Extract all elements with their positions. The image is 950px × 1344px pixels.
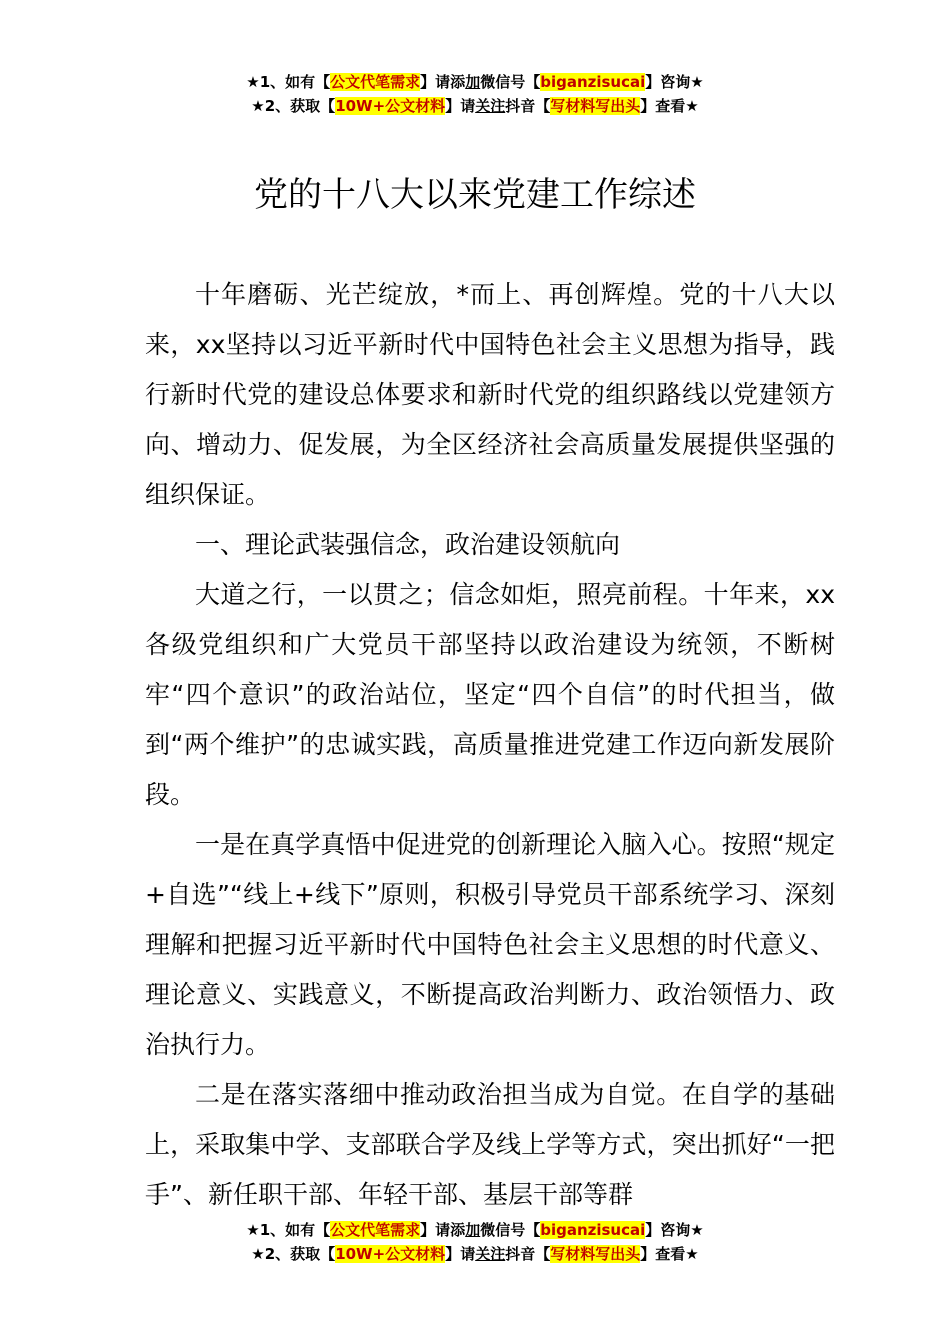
banner-text: 抖音【: [505, 1245, 551, 1263]
banner-highlight: 公文代笔需求: [330, 73, 421, 91]
banner-line-2: [0, 1242, 950, 1266]
banner-text: 】请: [445, 97, 476, 115]
paragraph: 十年磨砺、光芒绽放，*而上、再创辉煌。党的十八大以来，xx坚持以习近平新时代中国特色社会主义思想为指导，践行新时代党的建设总体要求和新时代党的组织路线以党建领方向、增动力、促发展，为全区经济社会高质量发展提供坚强的组织保证。: [145, 280, 835, 509]
banner-text: ★1、如有【: [246, 73, 331, 91]
banner-text: 抖音【: [505, 97, 551, 115]
banner-line-1: [0, 1218, 950, 1242]
banner-line-2: [0, 94, 950, 118]
banner-underline: 加: [465, 73, 481, 91]
banner-text: 】请添: [420, 73, 466, 91]
banner-text: 】请: [445, 1245, 476, 1263]
banner-highlight: 写材料写出头: [550, 1245, 641, 1263]
banner-text: ★2、获取【: [251, 97, 336, 115]
banner-text: ★2、获取【: [251, 1245, 336, 1263]
banner-text: 】咨询★: [645, 1221, 704, 1239]
banner-underline: 加: [465, 1221, 481, 1239]
banner-text: 】请添: [420, 1221, 466, 1239]
banner-underline: 关注: [475, 1245, 506, 1263]
paragraph: 二是在落实落细中推动政治担当成为自觉。在自学的基础上，采取集中学、支部联合学及线上学等方式，突出抓好“一把手”、新任职干部、年轻干部、基层干部等群: [145, 1080, 835, 1209]
banner-highlight: biganzisucai: [540, 73, 646, 91]
banner-underline: 关注: [475, 97, 506, 115]
banner-text: ★1、如有【: [246, 1221, 331, 1239]
paragraph: 大道之行，一以贯之；信念如炬，照亮前程。十年来，xx各级党组织和广大党员干部坚持以政治建设为统领，不断树牢“四个意识”的政治站位，坚定“四个自信”的时代担当，做到“两个维护”的忠诚实践，高质量推进党建工作迈向新发展阶段。: [145, 580, 835, 809]
banner-text: 】查看★: [640, 1245, 699, 1263]
banner-highlight: 10W+公文材料: [335, 97, 446, 115]
banner-highlight: biganzisucai: [540, 1221, 646, 1239]
bottom-banner: [0, 1218, 950, 1266]
banner-text: 微信号【: [480, 73, 541, 91]
paragraph: 一是在真学真悟中促进党的创新理论入脑入心。按照“规定+自选”“线上+线下”原则，积极引导党员干部系统学习、深刻理解和把握习近平新时代中国特色社会主义思想的时代意义、理论意义、实践意义，不断提高政治判断力、政治领悟力、政治执行力。: [145, 830, 835, 1059]
banner-text: 】查看★: [640, 97, 699, 115]
top-banner: [0, 70, 950, 118]
banner-line-1: [0, 70, 950, 94]
document-body: [145, 270, 835, 1220]
section-heading: 一、理论武装强信念，政治建设领航向: [195, 530, 621, 559]
banner-text: 微信号【: [480, 1221, 541, 1239]
banner-highlight: 公文代笔需求: [330, 1221, 421, 1239]
banner-highlight: 10W+公文材料: [335, 1245, 446, 1263]
document-title: 党的十八大以来党建工作综述: [254, 175, 696, 215]
banner-text: 】咨询★: [645, 73, 704, 91]
banner-highlight: 写材料写出头: [550, 97, 641, 115]
